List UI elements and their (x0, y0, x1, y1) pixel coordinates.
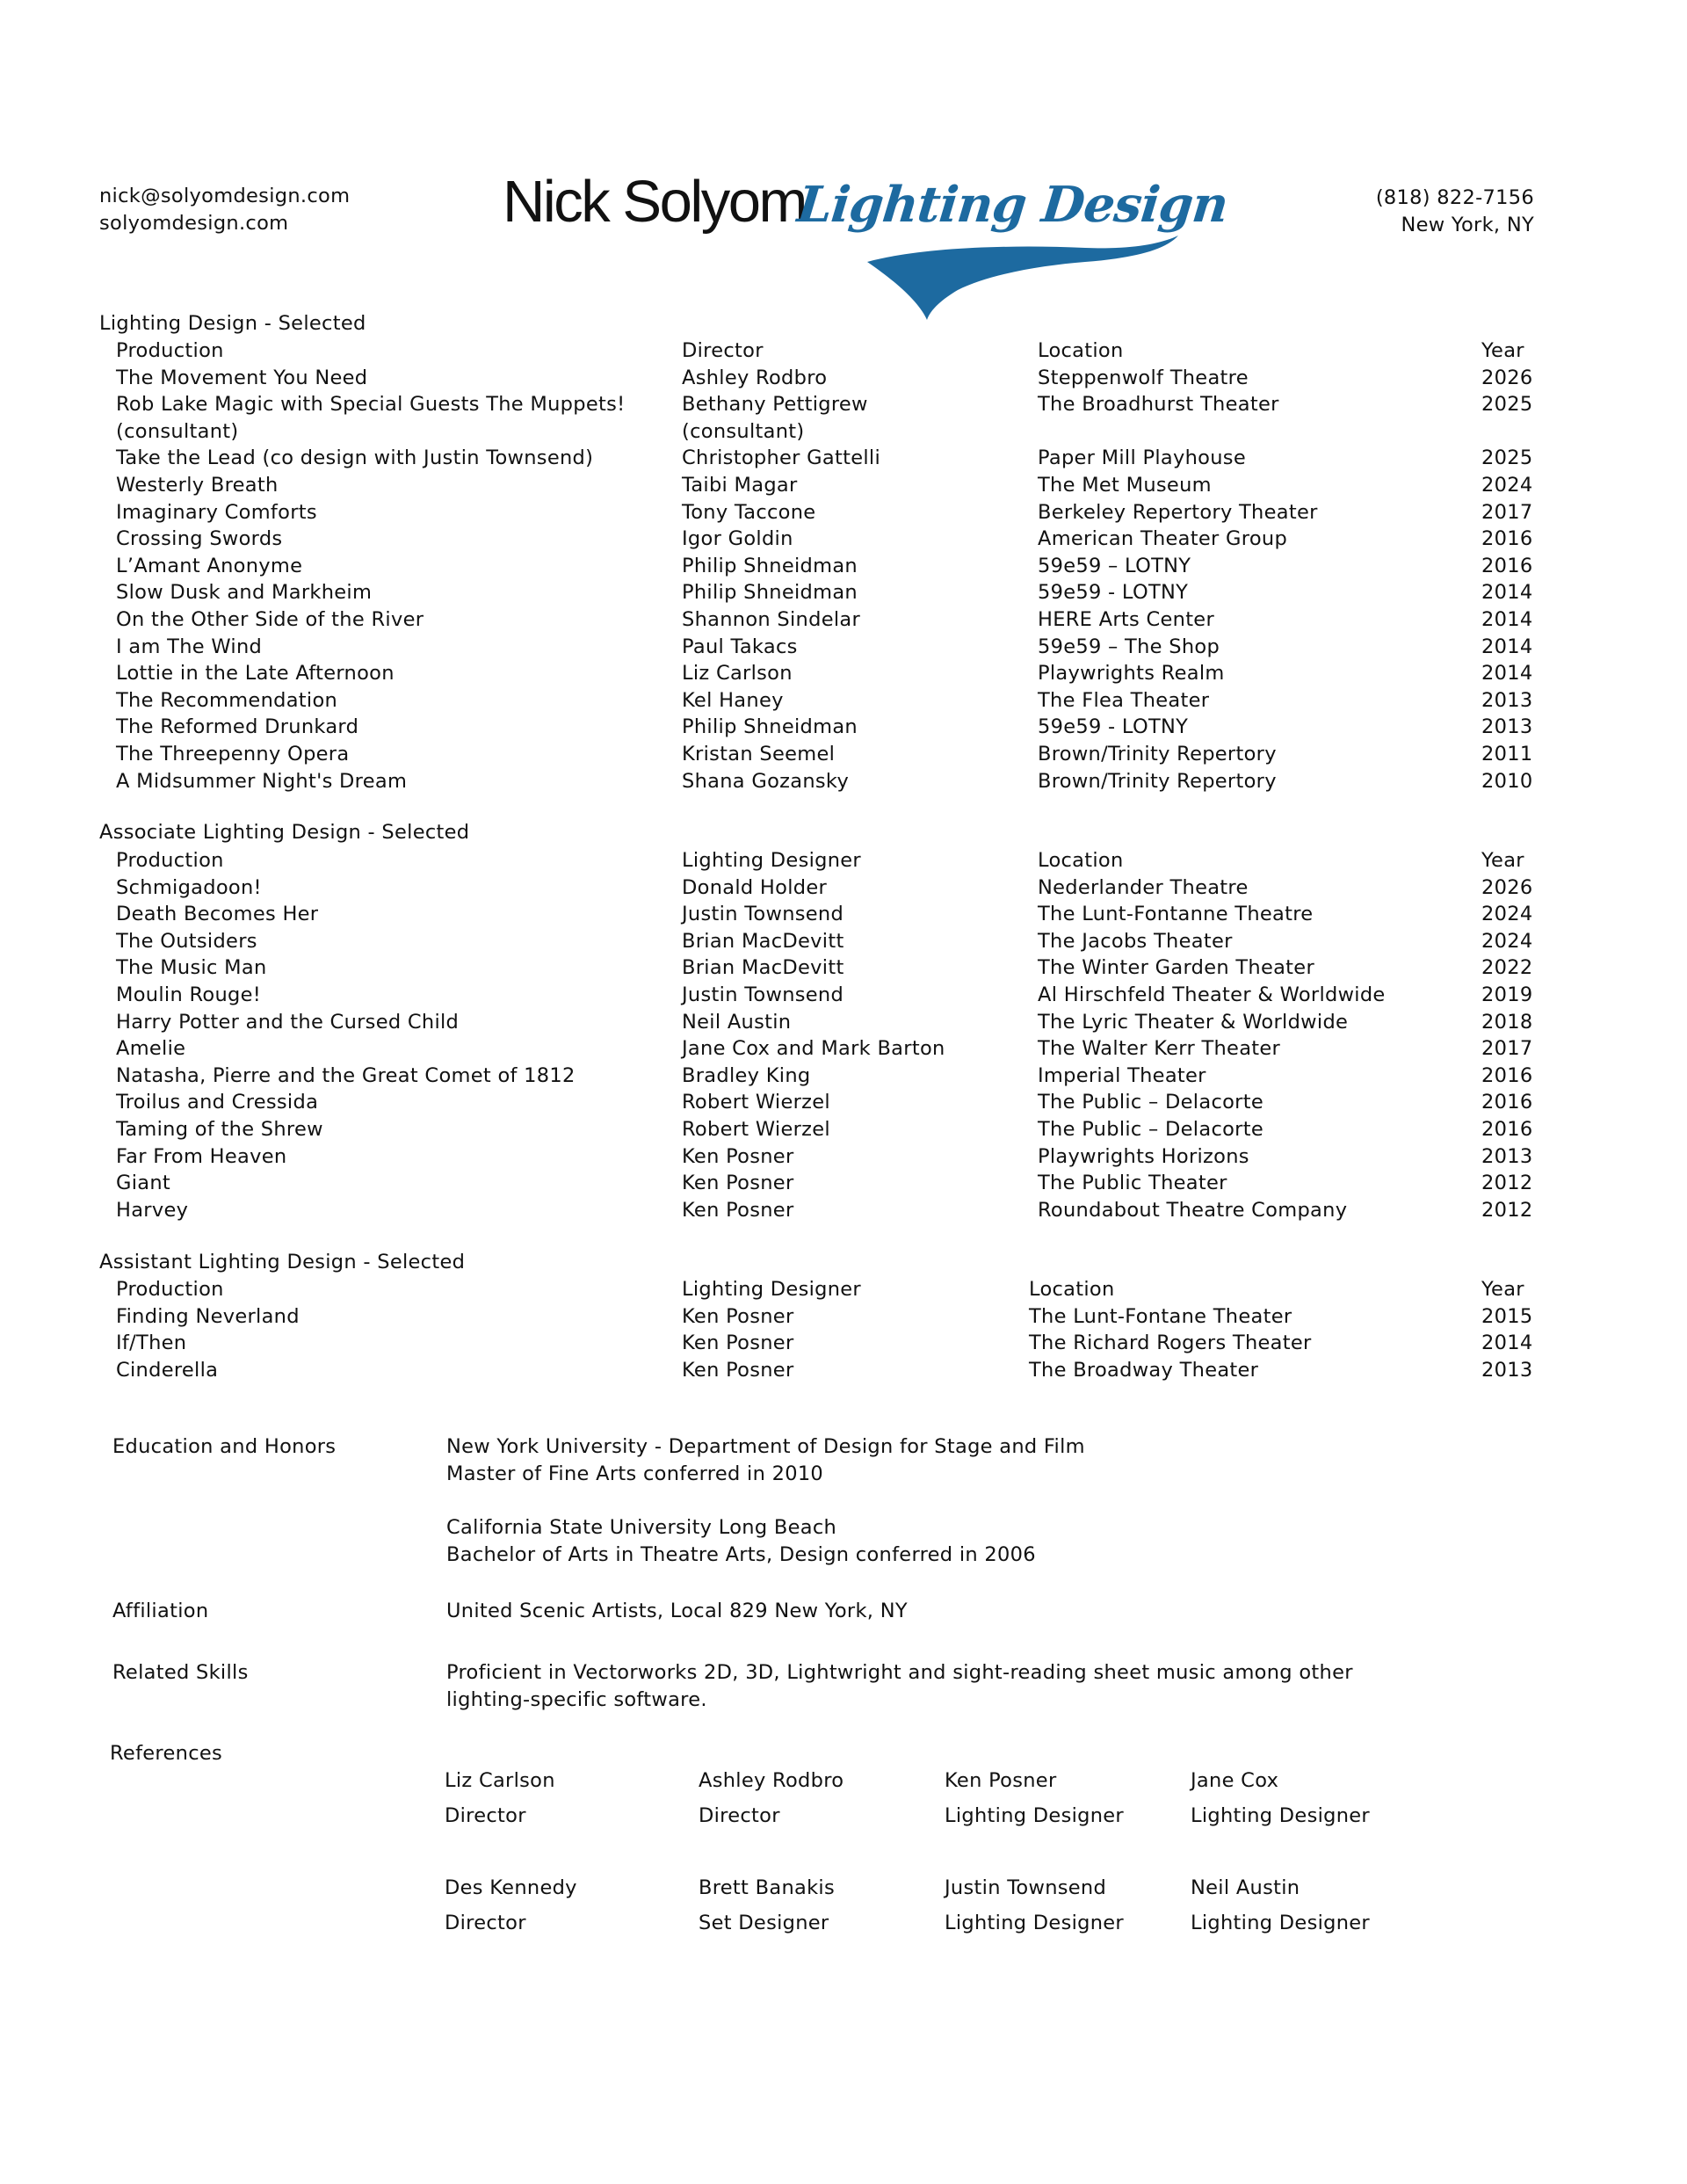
table-cell-director: Ken Posner (682, 1198, 794, 1222)
table-cell-director: Donald Holder (682, 875, 828, 899)
table-cell-director: Ken Posner (682, 1144, 794, 1168)
table-cell-location: Steppenwolf Theatre (1038, 366, 1249, 389)
reference-role: Lighting Designer (945, 1912, 1124, 1934)
table-cell-production: Schmigadoon! (116, 875, 262, 899)
table-cell-director: Philip Shneidman (682, 581, 858, 605)
table-cell-year: 2016 (1481, 527, 1533, 551)
table-cell-production: Moulin Rouge! (116, 983, 262, 1006)
table-cell-year: 2013 (1481, 715, 1533, 739)
table-cell-location: Playwrights Horizons (1038, 1144, 1249, 1168)
table-cell-director: Brian MacDevitt (682, 929, 844, 953)
table-cell-production: I am The Wind (116, 635, 263, 658)
table-cell-production: Giant (116, 1172, 171, 1195)
table-cell-production: Finding Neverland (116, 1304, 300, 1328)
table-cell-year: 2014 (1481, 662, 1533, 686)
affiliation-text: United Scenic Artists, Local 829 New York, NY (446, 1600, 908, 1622)
table-cell-production: The Recommendation (116, 688, 338, 712)
column-header-location: Location (1038, 849, 1124, 872)
education-csulb-school: California State University Long Beach (446, 1516, 837, 1539)
table-cell-director: Ken Posner (682, 1304, 794, 1328)
table-cell-production: If/Then (116, 1331, 187, 1355)
table-cell-production: On the Other Side of the River (116, 608, 424, 631)
table-cell-location: 59e59 – The Shop (1038, 635, 1220, 658)
reference-name: Ken Posner (945, 1769, 1057, 1792)
section-title-assistant-design: Assistant Lighting Design - Selected (99, 1251, 466, 1273)
table-cell-location: The Walter Kerr Theater (1038, 1037, 1281, 1061)
table-cell-director: Ken Posner (682, 1331, 794, 1355)
table-cell-director: Bradley King (682, 1063, 811, 1087)
column-header-production: Production (116, 849, 224, 872)
reference-role: Director (445, 1912, 526, 1934)
contact-right (1376, 185, 1534, 239)
phone-number[interactable]: (818) 822-7156 (1375, 186, 1534, 209)
table-cell-location: Brown/Trinity Repertory (1038, 769, 1277, 793)
table-cell-production: The Reformed Drunkard (116, 715, 359, 739)
table-cell-year: 2013 (1481, 688, 1533, 712)
table-cell-location: Brown/Trinity Repertory (1038, 743, 1277, 765)
table-cell-year: 2014 (1481, 608, 1533, 631)
table-cell-production: Cinderella (116, 1358, 219, 1382)
table-cell-year: 2015 (1481, 1304, 1533, 1328)
contact-left (99, 183, 350, 237)
city-text: New York, NY (1401, 214, 1534, 236)
reference-role: Lighting Designer (1191, 1804, 1370, 1827)
table-cell-production: Slow Dusk and Markheim (116, 581, 373, 605)
table-cell-year: 2016 (1481, 554, 1533, 577)
affiliation-label: Affiliation (112, 1600, 209, 1622)
table-cell-director: Liz Carlson (682, 662, 793, 686)
reference-role: Lighting Designer (1191, 1912, 1370, 1934)
reference-role: Director (699, 1804, 780, 1827)
table-cell-director: Philip Shneidman (682, 554, 858, 577)
table-cell-production: Far From Heaven (116, 1144, 287, 1168)
table-cell-production: Troilus and Cressida (116, 1091, 319, 1114)
table-cell-production: The Music Man (116, 956, 267, 980)
table-cell-production: Natasha, Pierre and the Great Comet of 1812 (116, 1063, 576, 1087)
table-cell-production: Crossing Swords (116, 527, 283, 551)
table-cell-director: Tony Taccone (682, 500, 816, 524)
table-cell-director: Shana Gozansky (682, 769, 850, 793)
table-cell-location: 59e59 - LOTNY (1038, 581, 1189, 605)
table-cell-year: 2024 (1481, 903, 1533, 926)
table-cell-year: 2017 (1481, 1037, 1533, 1061)
table-cell-location: Paper Mill Playhouse (1038, 446, 1246, 470)
table-cell-location: The Winter Garden Theater (1038, 956, 1314, 980)
table-cell-production: Rob Lake Magic with Special Guests The Muppets! (116, 393, 626, 417)
table-cell-director: Kristan Seemel (682, 743, 836, 765)
table-cell-location: The Jacobs Theater (1038, 929, 1233, 953)
table-cell-location: The Met Museum (1038, 474, 1212, 497)
table-cell-location: The Public Theater (1038, 1172, 1227, 1195)
table-cell-year: 2014 (1481, 1331, 1533, 1355)
table-cell-location: The Lunt-Fontanne Theatre (1038, 903, 1314, 926)
logo-name: Nick Solyom (503, 169, 806, 235)
table-cell-year: 2011 (1481, 743, 1533, 765)
table-cell-production: Westerly Breath (116, 474, 279, 497)
table-cell-director: Taibi Magar (682, 474, 798, 497)
reference-name: Liz Carlson (445, 1769, 555, 1792)
table-cell-year: 2014 (1481, 581, 1533, 605)
email-link[interactable]: nick@solyomdesign.com (99, 185, 351, 207)
table-cell-production: Death Becomes Her (116, 903, 319, 926)
table-cell-director: Bethany Pettigrew (682, 393, 868, 417)
table-cell-location: American Theater Group (1038, 527, 1288, 551)
reference-name: Des Kennedy (445, 1876, 577, 1899)
logo-swoosh-icon (865, 236, 1182, 323)
table-cell-production: Imaginary Comforts (116, 500, 317, 524)
table-cell-director: Shannon Sindelar (682, 608, 861, 631)
table-cell-production: Lottie in the Late Afternoon (116, 662, 395, 686)
table-cell-director: Paul Takacs (682, 635, 798, 658)
table-cell-location: 59e59 – LOTNY (1038, 554, 1191, 577)
table-cell-year: 2010 (1481, 769, 1533, 793)
table-cell-year: 2012 (1481, 1198, 1533, 1222)
table-cell-year: 2022 (1481, 956, 1533, 980)
table-cell-location: The Broadhurst Theater (1038, 393, 1279, 417)
table-cell-year: 2026 (1481, 366, 1533, 389)
logo-script: Lighting Design (794, 176, 1231, 234)
table-cell-location: The Lyric Theater & Worldwide (1038, 1010, 1349, 1034)
table-cell-year: 2025 (1481, 393, 1533, 417)
reference-name: Justin Townsend (945, 1876, 1107, 1899)
reference-role: Set Designer (699, 1912, 829, 1934)
table-cell-production: Take the Lead (co design with Justin Townsend) (116, 446, 594, 470)
table-cell-location: The Lunt-Fontane Theater (1029, 1304, 1292, 1328)
skills-label: Related Skills (112, 1661, 249, 1684)
table-cell-location: The Flea Theater (1038, 688, 1210, 712)
reference-name: Jane Cox (1191, 1769, 1279, 1792)
table-cell-location: Playwrights Realm (1038, 662, 1225, 686)
table-cell-year: 2016 (1481, 1091, 1533, 1114)
table-cell-production: Harry Potter and the Cursed Child (116, 1010, 460, 1034)
table-cell-location: 59e59 - LOTNY (1038, 715, 1189, 739)
table-cell-year: 2013 (1481, 1358, 1533, 1382)
skills-line-2: lighting-specific software. (446, 1688, 707, 1711)
table-cell-location: The Public – Delacorte (1038, 1091, 1264, 1114)
column-header-director: Director (682, 339, 764, 362)
table-cell-year: 2014 (1481, 635, 1533, 658)
table-cell-year: 2018 (1481, 1010, 1533, 1034)
table-cell-year: 2017 (1481, 500, 1533, 524)
table-cell-director: Brian MacDevitt (682, 956, 844, 980)
table-cell-location: The Public – Delacorte (1038, 1118, 1264, 1141)
reference-name: Brett Banakis (699, 1876, 836, 1899)
table-cell-director: Christopher Gattelli (682, 446, 881, 470)
table-cell-production: L’Amant Anonyme (116, 554, 303, 577)
table-cell-year: 2026 (1481, 875, 1533, 899)
column-header-location: Location (1038, 339, 1124, 362)
table-cell-director: Kel Haney (682, 688, 784, 712)
table-cell-location: The Richard Rogers Theater (1029, 1331, 1312, 1355)
table-cell-director: Ken Posner (682, 1358, 794, 1382)
table-cell-location: Imperial Theater (1038, 1063, 1206, 1087)
table-cell-year: 2019 (1481, 983, 1533, 1006)
table-cell-year: 2016 (1481, 1118, 1533, 1141)
table-cell-production: Taming of the Shrew (116, 1118, 323, 1141)
table-cell-location: Berkeley Repertory Theater (1038, 500, 1318, 524)
education-csulb-degree: Bachelor of Arts in Theatre Arts, Design conferred in 2006 (446, 1543, 1036, 1566)
table-cell-year: 2024 (1481, 474, 1533, 497)
reference-role: Lighting Designer (945, 1804, 1124, 1827)
reference-role: Director (445, 1804, 526, 1827)
column-header-year: Year (1481, 339, 1524, 362)
section-title-associate-design: Associate Lighting Design - Selected (99, 821, 470, 844)
table-cell-production: Amelie (116, 1037, 186, 1061)
table-cell-production: The Outsiders (116, 929, 257, 953)
reference-name: Neil Austin (1191, 1876, 1300, 1899)
column-header-location: Location (1029, 1278, 1115, 1301)
section-title-lighting-design: Lighting Design - Selected (99, 312, 366, 335)
table-cell-production: The Movement You Need (116, 366, 368, 389)
column-header-year: Year (1481, 849, 1524, 872)
table-cell-location: Roundabout Theatre Company (1038, 1198, 1348, 1222)
table-cell-production: The Threepenny Opera (116, 743, 350, 765)
table-cell-year: 2024 (1481, 929, 1533, 953)
table-cell-production: (consultant) (116, 419, 239, 443)
table-cell-year: 2012 (1481, 1172, 1533, 1195)
table-cell-location: HERE Arts Center (1038, 608, 1215, 631)
table-cell-production: Harvey (116, 1198, 189, 1222)
table-cell-year: 2016 (1481, 1063, 1533, 1087)
website-link[interactable]: solyomdesign.com (99, 212, 289, 235)
table-cell-location: Al Hirschfeld Theater & Worldwide (1038, 983, 1386, 1006)
column-header-director: Lighting Designer (682, 1278, 861, 1301)
education-nyu-degree: Master of Fine Arts conferred in 2010 (446, 1462, 824, 1485)
table-cell-director: Philip Shneidman (682, 715, 858, 739)
table-cell-director: Ashley Rodbro (682, 366, 828, 389)
table-cell-director: Robert Wierzel (682, 1118, 830, 1141)
column-header-production: Production (116, 1278, 224, 1301)
table-cell-director: Igor Goldin (682, 527, 793, 551)
table-cell-director: (consultant) (682, 419, 805, 443)
reference-name: Ashley Rodbro (699, 1769, 844, 1792)
table-cell-production: A Midsummer Night's Dream (116, 769, 408, 793)
table-cell-director: Justin Townsend (682, 983, 844, 1006)
skills-line-1: Proficient in Vectorworks 2D, 3D, Lightwright and sight-reading sheet music among other (446, 1661, 1353, 1684)
column-header-director: Lighting Designer (682, 849, 861, 872)
references-label: References (110, 1742, 223, 1765)
table-cell-location: The Broadway Theater (1029, 1358, 1259, 1382)
column-header-year: Year (1481, 1278, 1524, 1301)
table-cell-director: Jane Cox and Mark Barton (682, 1037, 945, 1061)
column-header-production: Production (116, 339, 224, 362)
table-cell-director: Neil Austin (682, 1010, 792, 1034)
table-cell-director: Robert Wierzel (682, 1091, 830, 1114)
table-cell-director: Ken Posner (682, 1172, 794, 1195)
education-nyu-school: New York University - Department of Design for Stage and Film (446, 1435, 1085, 1458)
table-cell-location: Nederlander Theatre (1038, 875, 1249, 899)
table-cell-year: 2013 (1481, 1144, 1533, 1168)
table-cell-director: Justin Townsend (682, 903, 844, 926)
education-label: Education and Honors (112, 1435, 337, 1458)
table-cell-year: 2025 (1481, 446, 1533, 470)
